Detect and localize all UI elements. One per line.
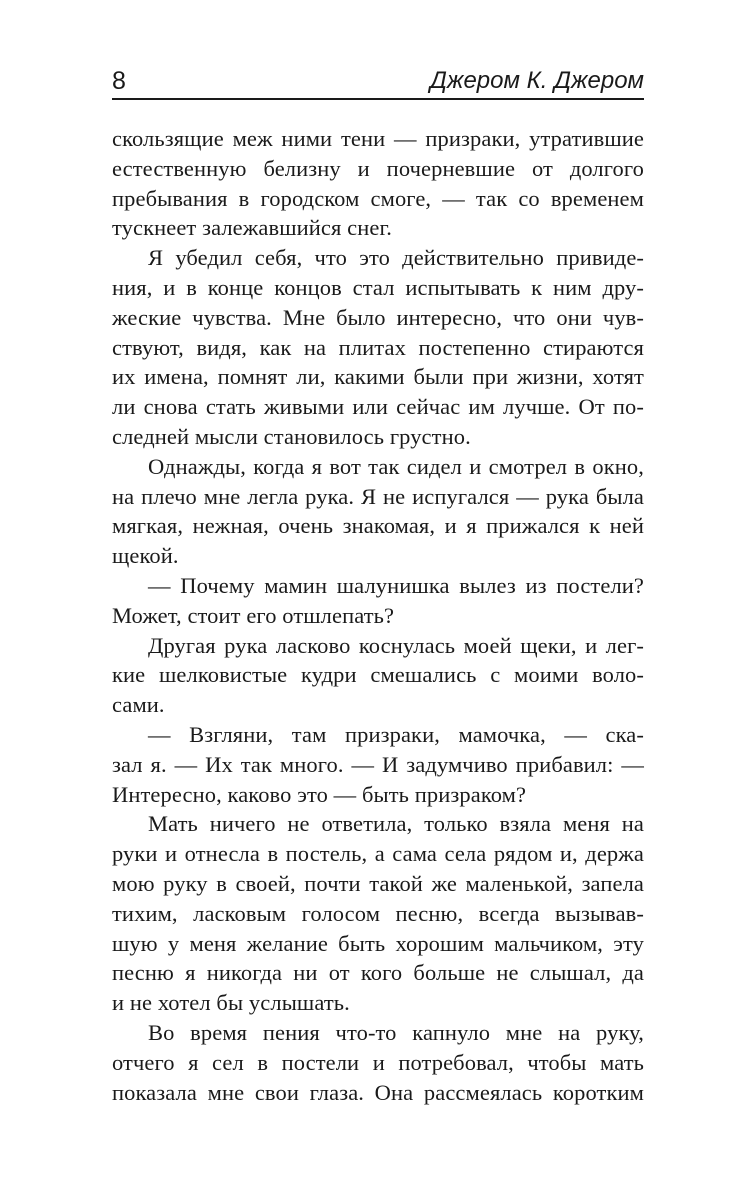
text-line: зал я. — Их так много. — И задумчиво прибавил: — <box>112 751 644 777</box>
text-line: тихим, ласковым голосом песню, всегда вызывав- <box>112 900 644 926</box>
text-line: кие шелковистые кудри смешались с моими воло- <box>112 662 644 688</box>
text-line: и не хотел бы услышать. <box>112 990 350 1016</box>
text-line: отчего я сел в постели и потребовал, чтобы мать <box>112 1049 644 1075</box>
text-line: Может, стоит его отшлепать? <box>112 602 395 628</box>
text-line: пребывания в городском смоге, — так со временем <box>112 185 644 211</box>
text-line: скользящие меж ними тени — призраки, утратившие <box>112 126 644 151</box>
text-line: руки и отнесла в постель, а сама села рядом и, держа <box>112 841 644 867</box>
text-line: щекой. <box>112 543 179 569</box>
text-line: естественную белизну и почерневшие от долгого <box>112 155 644 181</box>
text-line: следней мысли становилось грустно. <box>112 423 471 449</box>
text-line: песню я никогда ни от кого больше не слышал, да <box>112 960 644 986</box>
text-line: мою руку в своей, почти такой же маленькой, запела <box>112 870 644 896</box>
text-line: шую у меня желание быть хорошим мальчиком, эту <box>112 930 644 956</box>
text-line: мягкая, нежная, очень знакомая, и я прижался к ней <box>112 513 644 539</box>
text-line: ния, и в конце концов стал испытывать к ним дру- <box>112 274 644 300</box>
text-line: жеские чувства. Мне было интересно, что они чув- <box>112 304 644 330</box>
text-line: Во время пения что-то капнуло мне на руку, <box>148 1019 644 1045</box>
text-line: показала мне свои глаза. Она рассмеялась коротким <box>112 1079 644 1105</box>
text-line: сами. <box>112 692 165 718</box>
page-number: 8 <box>112 67 126 95</box>
page-header <box>112 62 644 100</box>
text-line: их имена, помнят ли, какими были при жизни, хотят <box>112 364 644 390</box>
text-line: Я убедил себя, что это действительно привиде- <box>148 245 644 271</box>
running-head: Джером К. Джером <box>430 67 644 94</box>
text-line: Другая рука ласково коснулась моей щеки, и лег- <box>148 632 644 658</box>
text-line: Однажды, когда я вот так сидел и смотрел в окно, <box>148 453 644 479</box>
body-text <box>112 124 644 1107</box>
text-line: — Взгляни, там призраки, мамочка, — ска- <box>148 721 644 747</box>
text-line: Мать ничего не ответила, только взяла меня на <box>148 811 644 837</box>
text-line: тускнеет залежавшийся снег. <box>112 215 393 241</box>
text-line: на плечо мне легла рука. Я не испугался — рука была <box>112 483 644 509</box>
text-line: ли снова стать живыми или сейчас им лучше. От по- <box>112 394 644 420</box>
text-line: Интересно, каково это — быть призраком? <box>112 781 527 807</box>
text-line: ствуют, видя, как на плитах постепенно стираются <box>112 334 644 360</box>
text-line: — Почему мамин шалунишка вылез из постели? <box>148 572 644 598</box>
